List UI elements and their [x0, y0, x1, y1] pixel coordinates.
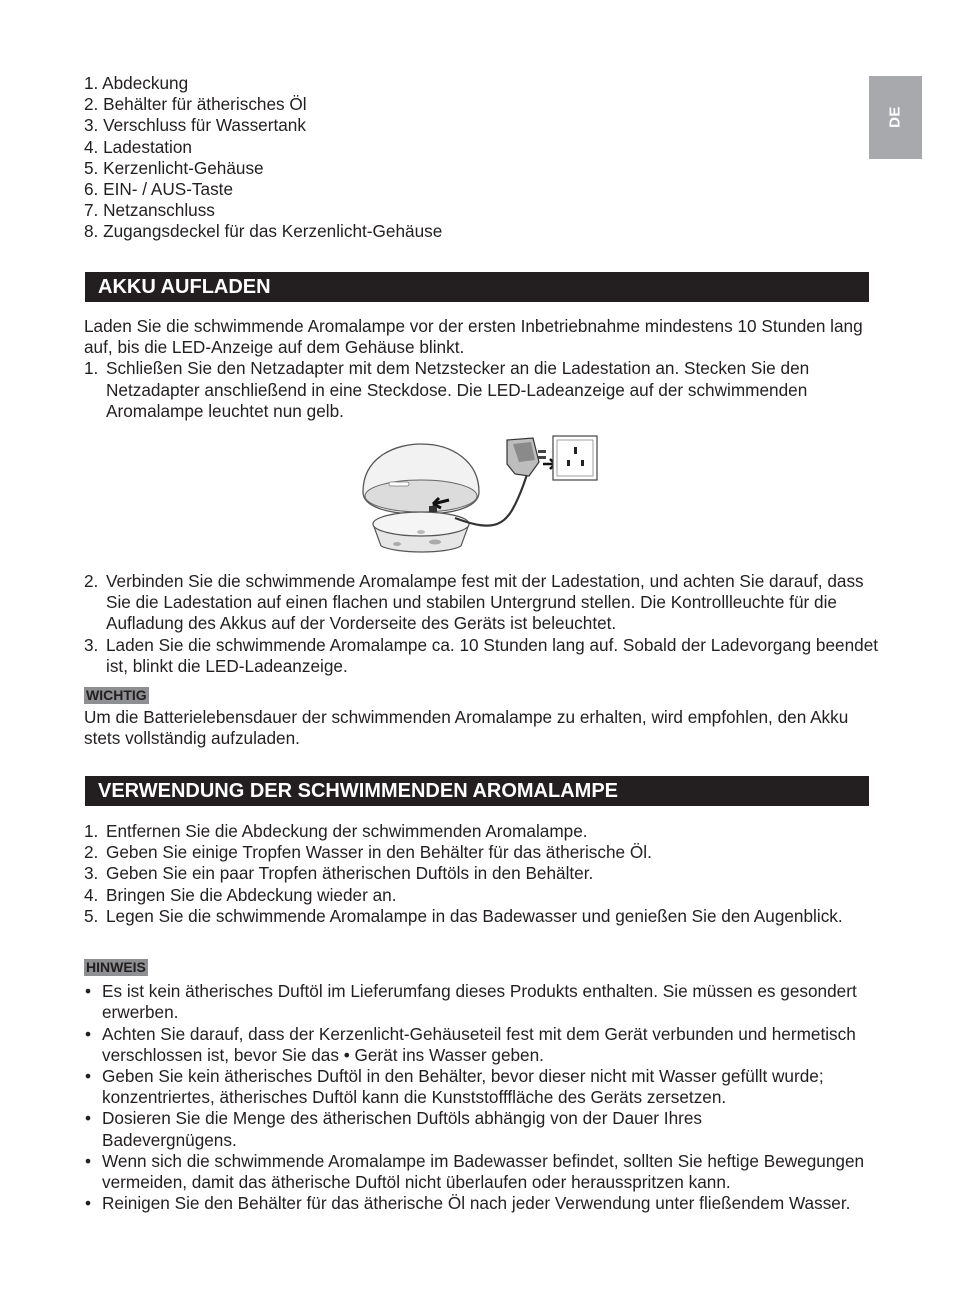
important-text: Um die Batterielebensdauer der schwimmenden Aromalampe zu erhalten, wird empfohlen, den Akku stets vollständig aufzuladen. — [84, 707, 849, 749]
charging-step: 1. Schließen Sie den Netzadapter mit dem Netzstecker an die Ladestation an. Stecken Sie den Netzadapter anschließend in eine Steckdose. Die LED-Ladeanzeige auf der schwimmenden Aromalampe leuchtet nun gelb. — [84, 358, 810, 421]
charging-step: 3. Laden Sie die schwimmende Aromalampe ca. 10 Stunden lang auf. Sobald der Ladevorgang beendet ist, blinkt die LED-Ladeanzeige. — [84, 634, 879, 676]
list-item: • Dosieren Sie die Menge des ätherischen Duftöls abhängig von der Dauer Ihres Badevergnügens. — [85, 1108, 703, 1150]
list-item: 7. Netzanschluss — [84, 200, 215, 221]
important-notice — [84, 684, 884, 750]
usage-step: 3. Geben Sie ein paar Tropfen ätherischen Duftöls in den Behälter. — [84, 863, 594, 884]
language-tab — [869, 76, 922, 159]
language-tab-label: DE — [886, 106, 904, 128]
list-item: 6. EIN- / AUS-Taste — [84, 179, 234, 200]
list-item: 2. Behälter für ätherisches Öl — [84, 94, 307, 115]
list-item: • Geben Sie kein ätherisches Duftöl in den Behälter, bevor dieser nicht mit Wasser gefüllt wurde; konzentriertes, ätherisches Duftöl kann die Kunststofffläche des Geräts zersetzen. — [85, 1066, 824, 1108]
note-list — [84, 981, 884, 1214]
charging-intro: Laden Sie die schwimmende Aromalampe vor der ersten Inbetriebnahme mindestens 10 Stunden lang auf, bis die LED-Anzeige auf dem Gehäuse blinkt. — [84, 316, 863, 358]
usage-step: 5. Legen Sie die schwimmende Aromalampe in das Badewasser und genießen Sie den Augenblick. — [84, 905, 843, 926]
section-heading-charging: AKKU AUFLADEN — [85, 272, 869, 302]
note-block — [84, 956, 884, 1214]
list-item: 5. Kerzenlicht-Gehäuse — [84, 157, 264, 178]
list-item: 8. Zugangsdeckel für das Kerzenlicht-Gehäuse — [84, 221, 443, 242]
section-heading-usage: VERWENDUNG DER SCHWIMMENDEN AROMALAMPE — [85, 776, 869, 806]
parts-list — [84, 73, 442, 243]
list-item: 3. Verschluss für Wassertank — [84, 115, 306, 136]
list-item: • Es ist kein ätherisches Duftöl im Lieferumfang dieses Produkts enthalten. Sie müssen es gesondert erwerben. — [85, 981, 857, 1023]
usage-steps-block — [84, 821, 884, 927]
note-label: HINWEIS — [86, 959, 146, 975]
list-item: 4. Ladestation — [84, 136, 192, 157]
usage-step: 1. Entfernen Sie die Abdeckung der schwimmenden Aromalampe. — [84, 821, 588, 841]
list-item: • Reinigen Sie den Behälter für das ätherische Öl nach jeder Verwendung unter fließendem Wasser. — [85, 1193, 851, 1214]
list-item: 1. Abdeckung — [84, 73, 189, 93]
important-label: WICHTIG — [86, 687, 147, 703]
charging-intro-block — [84, 316, 884, 422]
charging-step: 2. Verbinden Sie die schwimmende Aromalampe fest mit der Ladestation, und achten Sie darauf, dass Sie die Ladestation auf einen flachen und stabilen Untergrund stellen. Die Kontrollleuchte für die Aufladung des Akkus auf der Vorderseite des Geräts ist beleuchtet. — [84, 571, 864, 634]
usage-step: 2. Geben Sie einige Tropfen Wasser in den Behälter für das ätherische Öl. — [84, 842, 652, 863]
charging-illustration — [357, 434, 601, 558]
charging-steps-block — [84, 571, 884, 677]
list-item: • Wenn sich die schwimmende Aromalampe im Badewasser befindet, sollten Sie heftige Bewegungen vermeiden, damit das ätherische Duftöl nicht überlaufen oder herausspritzen kann. — [85, 1150, 865, 1193]
list-item: • Achten Sie darauf, dass der Kerzenlicht-Gehäuseteil fest mit dem Gerät verbunden und hermetisch verschlossen ist, bevor Sie das • Gerät ins Wasser geben. — [85, 1023, 856, 1065]
usage-step: 4. Bringen Sie die Abdeckung wieder an. — [84, 884, 397, 905]
